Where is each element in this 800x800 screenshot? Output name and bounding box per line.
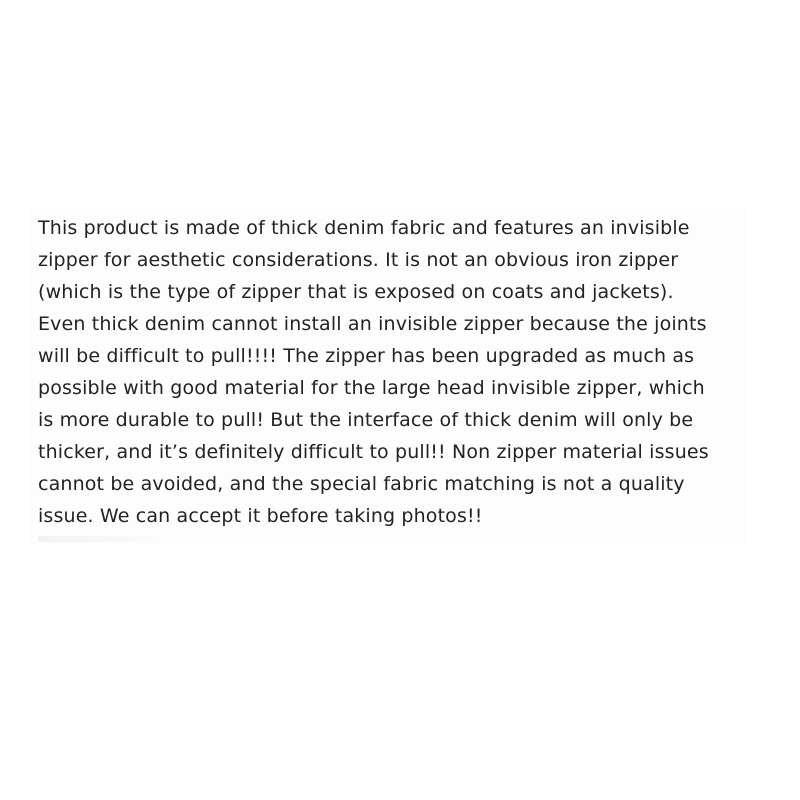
notice-line-2: zipper for aesthetic considerations. It is not an obvious iron zipper <box>38 249 679 271</box>
notice-line-5: will be difficult to pull!!!! The zipper has been upgraded as much as <box>38 345 695 367</box>
faint-watermark-mark <box>38 536 154 542</box>
notice-line-9: cannot be avoided, and the special fabric matching is not a quality <box>38 473 685 495</box>
notice-line-6: possible with good material for the large head invisible zipper, which <box>38 377 705 399</box>
notice-line-1: This product is made of thick denim fabric and features an invisible <box>38 217 690 239</box>
notice-line-10: issue. We can accept it before taking photos!! <box>38 505 483 527</box>
notice-line-3: (which is the type of zipper that is exposed on coats and jackets). <box>38 281 674 303</box>
notice-paragraph <box>38 212 758 532</box>
notice-line-7: is more durable to pull! But the interface of thick denim will only be <box>38 409 694 431</box>
notice-line-4: Even thick denim cannot install an invisible zipper because the joints <box>38 313 707 335</box>
notice-line-8: thicker, and it’s definitely difficult to pull!! Non zipper material issues <box>38 441 709 463</box>
